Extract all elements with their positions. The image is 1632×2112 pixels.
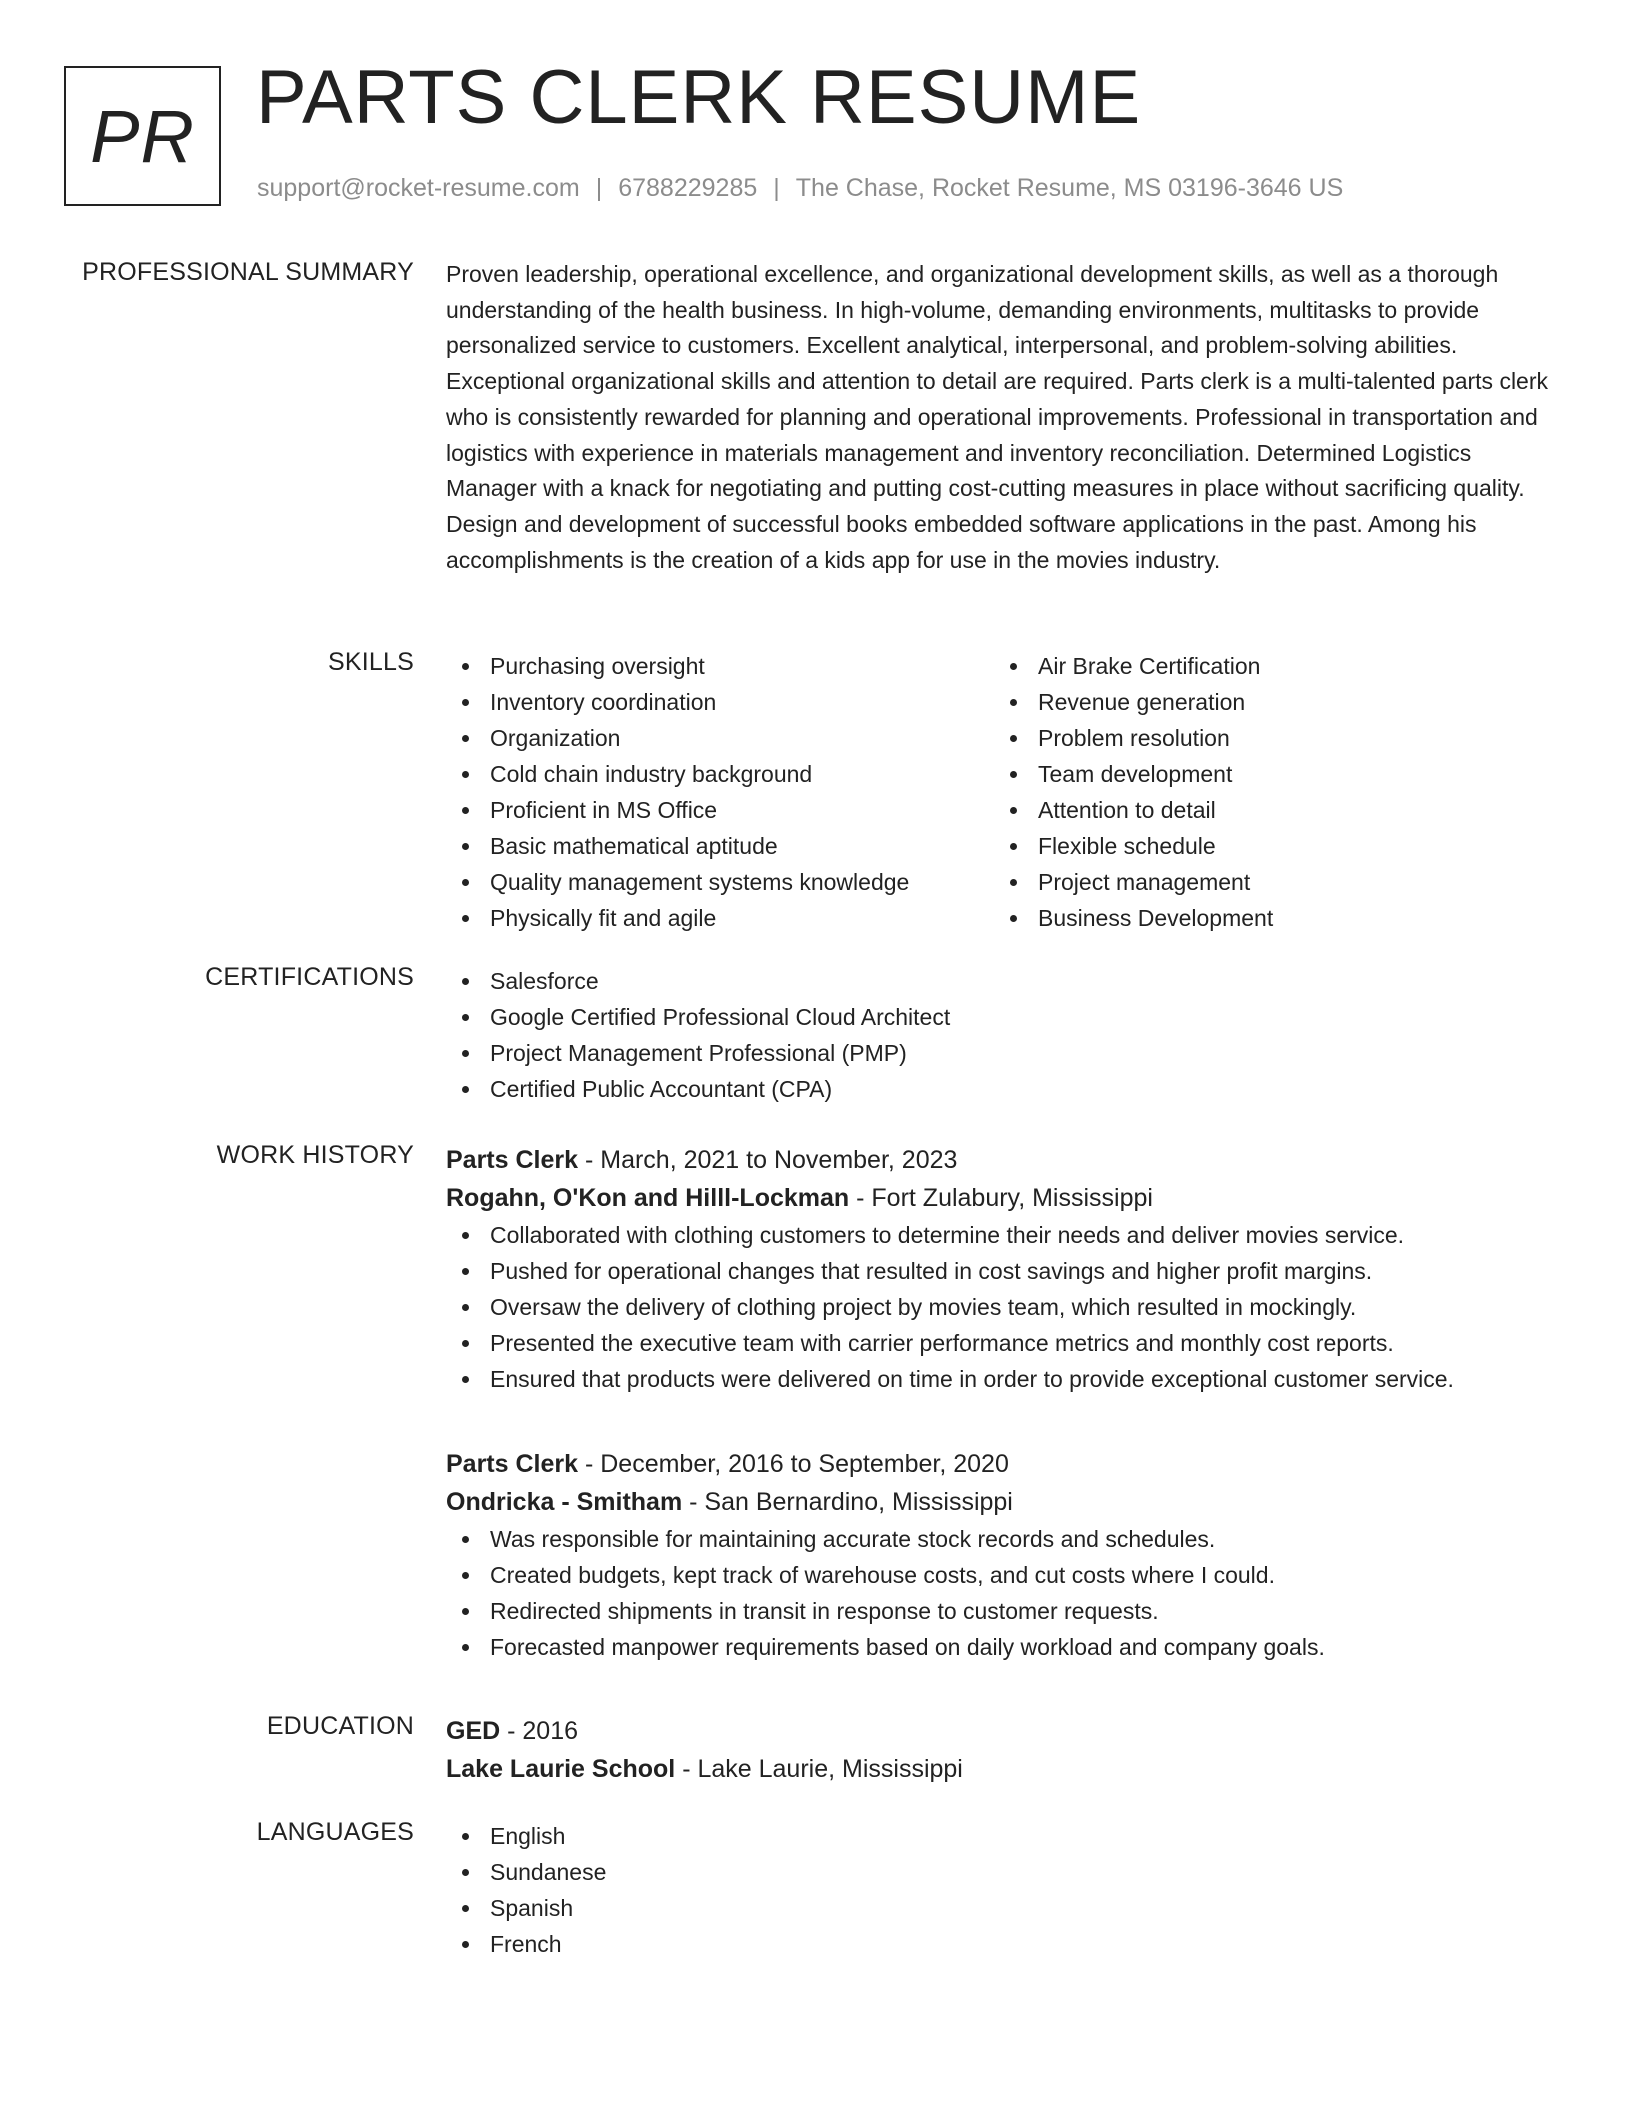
monogram-badge bbox=[64, 66, 221, 206]
page-title: PARTS CLERK RESUME bbox=[256, 55, 1142, 140]
job-bullets bbox=[446, 1521, 1556, 1665]
skill-item: Organization bbox=[446, 720, 909, 756]
skill-item: Flexible schedule bbox=[994, 828, 1273, 864]
skill-item: Problem resolution bbox=[994, 720, 1273, 756]
job-entry bbox=[446, 1445, 1556, 1665]
skill-item: Attention to detail bbox=[994, 792, 1273, 828]
certification-item: Certified Public Accountant (CPA) bbox=[446, 1071, 1556, 1107]
language-item: Sundanese bbox=[446, 1854, 1556, 1890]
job-bullet-item: Ensured that products were delivered on time in order to provide exceptional customer service. bbox=[446, 1361, 1556, 1397]
job-bullet-item: Oversaw the delivery of clothing project by movies team, which resulted in mockingly. bbox=[446, 1289, 1556, 1325]
section-label: SKILLS bbox=[328, 648, 414, 676]
skill-item: Air Brake Certification bbox=[994, 648, 1273, 684]
summary-text: Proven leadership, operational excellence, and organizational development skills, as well as a thorough understanding of the health business. In high-volume, demanding environments, multitasks to provide personalized service to customers. Excellent analytical, interpersonal, and problem-solving abilities. Exceptional organizational skills and attention to detail are required. Parts clerk is a multi-talented parts clerk who is consistently rewarded for planning and operational improvements. Professional in transportation and logistics with experience in materials management and inventory reconciliation. Determined Logistics Manager with a knack for negotiating and putting cost-cutting measures in place without sacrificing quality. Design and development of successful books embedded software applications in the past. Among his accomplishments is the creation of a kids app for use in the movies industry. bbox=[446, 261, 1549, 573]
job-title: Parts Clerk bbox=[446, 1450, 579, 1478]
job-bullet-item: Created budgets, kept track of warehouse costs, and cut costs where I could. bbox=[446, 1557, 1556, 1593]
job-bullet-item: Collaborated with clothing customers to determine their needs and deliver movies service. bbox=[446, 1217, 1556, 1253]
job-bullet-item: Forecasted manpower requirements based on daily workload and company goals. bbox=[446, 1629, 1556, 1665]
contact-line bbox=[257, 174, 1343, 203]
skill-item: Project management bbox=[994, 864, 1273, 900]
skill-item: Proficient in MS Office bbox=[446, 792, 909, 828]
job-bullet-item: Redirected shipments in transit in response to customer requests. bbox=[446, 1593, 1556, 1629]
section-label: LANGUAGES bbox=[256, 1818, 414, 1846]
contact-separator: | bbox=[595, 174, 603, 202]
job-company: Rogahn, O'Kon and Hilll-Lockman bbox=[446, 1184, 850, 1212]
job-entry bbox=[446, 1141, 1556, 1397]
education-degree-line bbox=[446, 1712, 1556, 1750]
certifications-list bbox=[446, 963, 1556, 1107]
skill-item: Business Development bbox=[994, 900, 1273, 936]
certification-item: Google Certified Professional Cloud Architect bbox=[446, 999, 1556, 1035]
education-school-line bbox=[446, 1750, 1556, 1788]
language-item: English bbox=[446, 1818, 1556, 1854]
monogram-initials: PR bbox=[90, 94, 195, 178]
skill-item: Basic mathematical aptitude bbox=[446, 828, 909, 864]
skill-item: Cold chain industry background bbox=[446, 756, 909, 792]
job-company: Ondricka - Smitham bbox=[446, 1488, 683, 1516]
languages-body bbox=[446, 1818, 1556, 1962]
job-title-line bbox=[446, 1141, 1556, 1179]
job-company-line bbox=[446, 1483, 1556, 1521]
section-label: CERTIFICATIONS bbox=[205, 963, 414, 991]
contact-separator: | bbox=[773, 174, 780, 202]
contact-email[interactable]: support@rocket-resume.com bbox=[257, 174, 580, 202]
job-company-line bbox=[446, 1179, 1556, 1217]
job-title-line bbox=[446, 1445, 1556, 1483]
skill-item: Inventory coordination bbox=[446, 684, 909, 720]
education-body bbox=[446, 1712, 1556, 1788]
skills-list-right bbox=[994, 648, 1273, 936]
section-label: WORK HISTORY bbox=[216, 1141, 414, 1169]
job-bullets bbox=[446, 1217, 1556, 1397]
skill-item: Team development bbox=[994, 756, 1273, 792]
job-location: - San Bernardino, Mississippi bbox=[682, 1488, 1013, 1516]
skill-item: Quality management systems knowledge bbox=[446, 864, 909, 900]
language-item: French bbox=[446, 1926, 1556, 1962]
contact-address: The Chase, Rocket Resume, MS 03196-3646 US bbox=[795, 174, 1344, 202]
contact-phone[interactable]: 6788229285 bbox=[618, 174, 758, 202]
job-bullet-item: Pushed for operational changes that resulted in cost savings and higher profit margins. bbox=[446, 1253, 1556, 1289]
section-label: PROFESSIONAL SUMMARY bbox=[82, 258, 414, 286]
job-bullet-item: Was responsible for maintaining accurate stock records and schedules. bbox=[446, 1521, 1556, 1557]
education-location: - Lake Laurie, Mississippi bbox=[675, 1755, 963, 1783]
job-bullet-item: Presented the executive team with carrier performance metrics and monthly cost reports. bbox=[446, 1325, 1556, 1361]
education-degree: GED bbox=[446, 1717, 501, 1745]
skill-item: Physically fit and agile bbox=[446, 900, 909, 936]
skill-item: Revenue generation bbox=[994, 684, 1273, 720]
job-dates: - December, 2016 to September, 2020 bbox=[578, 1450, 1009, 1478]
education-school: Lake Laurie School bbox=[446, 1755, 676, 1783]
section-label: EDUCATION bbox=[266, 1712, 414, 1740]
job-dates: - March, 2021 to November, 2023 bbox=[578, 1146, 958, 1174]
language-item: Spanish bbox=[446, 1890, 1556, 1926]
summary-body bbox=[446, 257, 1556, 578]
job-location: - Fort Zulabury, Mississippi bbox=[849, 1184, 1153, 1212]
job-title: Parts Clerk bbox=[446, 1146, 579, 1174]
languages-list bbox=[446, 1818, 1556, 1962]
education-year: - 2016 bbox=[500, 1717, 579, 1745]
skills-list-left bbox=[446, 648, 909, 936]
certifications-body bbox=[446, 963, 1556, 1107]
certification-item: Salesforce bbox=[446, 963, 1556, 999]
certification-item: Project Management Professional (PMP) bbox=[446, 1035, 1556, 1071]
skill-item: Purchasing oversight bbox=[446, 648, 909, 684]
